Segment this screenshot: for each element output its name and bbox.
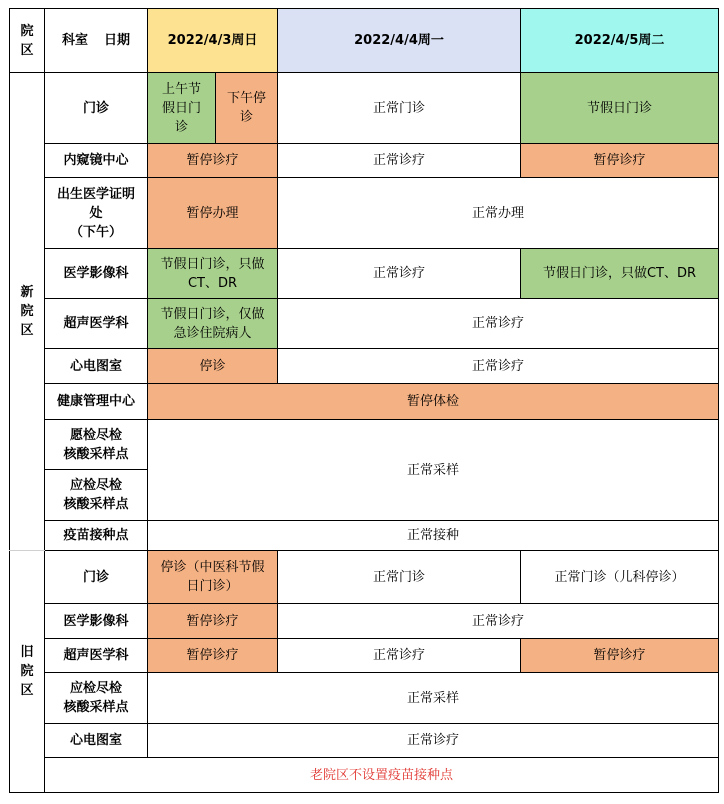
schedule-cell: 正常诊疗 bbox=[278, 249, 521, 299]
dept-cell: 超声医学科 bbox=[45, 299, 148, 349]
old-campus-note: 老院区不设置疫苗接种点 bbox=[45, 758, 719, 793]
schedule-cell: 暂停办理 bbox=[148, 178, 278, 249]
dept-cell: 超声医学科 bbox=[45, 639, 148, 673]
header-day1: 2022/4/3周日 bbox=[148, 9, 278, 73]
old-campus-label: 旧 院 区 bbox=[10, 551, 45, 793]
table-row bbox=[10, 73, 719, 144]
table-row bbox=[10, 673, 719, 724]
table-row bbox=[10, 249, 719, 299]
schedule-cell: 正常门诊 bbox=[278, 73, 521, 144]
table-row bbox=[10, 604, 719, 639]
schedule-cell: 暂停诊疗 bbox=[521, 144, 719, 178]
schedule-cell: 正常诊疗 bbox=[278, 349, 719, 384]
schedule-cell: 正常诊疗 bbox=[278, 299, 719, 349]
schedule-cell: 节假日门诊 bbox=[521, 73, 719, 144]
table-row bbox=[10, 551, 719, 604]
table-row bbox=[10, 299, 719, 349]
dept-cell: 愿检尽检 核酸采样点 bbox=[45, 420, 148, 470]
header-date: 日期 bbox=[104, 33, 131, 48]
dept-cell: 心电图室 bbox=[45, 349, 148, 384]
dept-cell: 内窥镜中心 bbox=[45, 144, 148, 178]
header-day2: 2022/4/4周一 bbox=[278, 9, 521, 73]
dept-cell: 疫苗接种点 bbox=[45, 521, 148, 551]
table-row bbox=[10, 144, 719, 178]
dept-cell: 医学影像科 bbox=[45, 249, 148, 299]
schedule-cell: 停诊（中医科节假 日门诊） bbox=[148, 551, 278, 604]
schedule-cell: 正常诊疗 bbox=[278, 604, 719, 639]
table-row bbox=[10, 420, 719, 470]
table-row bbox=[10, 384, 719, 420]
dept-cell: 门诊 bbox=[45, 73, 148, 144]
dept-cell: 健康管理中心 bbox=[45, 384, 148, 420]
dept-cell: 应检尽检 核酸采样点 bbox=[45, 470, 148, 521]
schedule-cell: 正常接种 bbox=[148, 521, 719, 551]
dept-cell: 医学影像科 bbox=[45, 604, 148, 639]
schedule-cell: 正常办理 bbox=[278, 178, 719, 249]
schedule-cell: 停诊 bbox=[148, 349, 278, 384]
schedule-cell: 正常采样 bbox=[148, 673, 719, 724]
schedule-cell: 节假日门诊，只做CT、DR bbox=[521, 249, 719, 299]
header-dept-date bbox=[45, 9, 148, 73]
table-row bbox=[10, 178, 719, 249]
schedule-cell: 暂停诊疗 bbox=[521, 639, 719, 673]
schedule-cell: 正常门诊（儿科停诊） bbox=[521, 551, 719, 604]
schedule-cell: 正常门诊 bbox=[278, 551, 521, 604]
schedule-cell: 暂停诊疗 bbox=[148, 639, 278, 673]
table-row bbox=[10, 639, 719, 673]
dept-cell: 门诊 bbox=[45, 551, 148, 604]
schedule-cell: 正常诊疗 bbox=[278, 639, 521, 673]
schedule-cell: 正常采样 bbox=[148, 420, 719, 521]
header-row bbox=[10, 9, 719, 73]
schedule-cell: 正常诊疗 bbox=[148, 724, 719, 758]
schedule-cell: 节假日门诊，仅做 急诊住院病人 bbox=[148, 299, 278, 349]
header-day3: 2022/4/5周二 bbox=[521, 9, 719, 73]
dept-cell: 应检尽检 核酸采样点 bbox=[45, 673, 148, 724]
schedule-cell: 节假日门诊，只做 CT、DR bbox=[148, 249, 278, 299]
table-row bbox=[10, 521, 719, 551]
header-dept: 科室 bbox=[61, 33, 88, 48]
schedule-cell: 下午停 诊 bbox=[216, 73, 278, 144]
schedule-cell: 暂停诊疗 bbox=[148, 604, 278, 639]
schedule-cell: 正常诊疗 bbox=[278, 144, 521, 178]
table-row bbox=[10, 758, 719, 793]
dept-cell: 心电图室 bbox=[45, 724, 148, 758]
dept-cell: 出生医学证明 处 （下午） bbox=[45, 178, 148, 249]
header-area: 院 区 bbox=[10, 9, 45, 73]
table-row bbox=[10, 349, 719, 384]
schedule-cell: 暂停诊疗 bbox=[148, 144, 278, 178]
new-campus-label: 新 院 区 bbox=[10, 73, 45, 551]
schedule-cell: 暂停体检 bbox=[148, 384, 719, 420]
schedule-cell: 上午节 假日门 诊 bbox=[148, 73, 216, 144]
table-row bbox=[10, 724, 719, 758]
schedule-table bbox=[9, 8, 719, 793]
